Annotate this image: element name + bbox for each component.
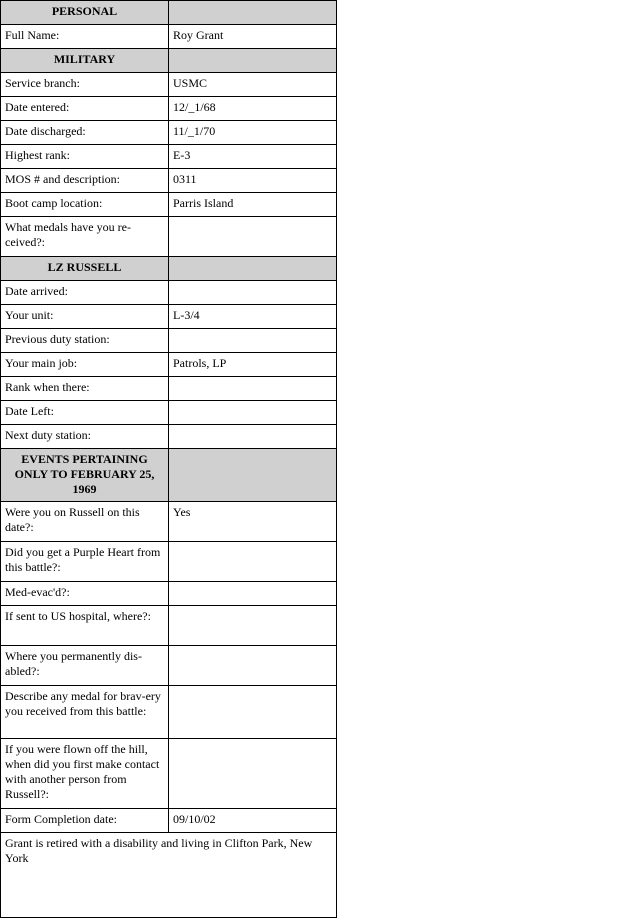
field-value: Parris Island bbox=[169, 193, 337, 217]
form-row-disabled bbox=[1, 646, 337, 686]
field-label: Your main job: bbox=[1, 353, 169, 377]
form-row-completion-date bbox=[1, 809, 337, 833]
form-row-boot-camp bbox=[1, 193, 337, 217]
form-row-unit bbox=[1, 305, 337, 329]
section-header-events bbox=[1, 449, 337, 502]
field-label: If sent to US hospital, where?: bbox=[1, 606, 169, 646]
form-row-next-duty bbox=[1, 425, 337, 449]
form-row-service-branch bbox=[1, 73, 337, 97]
form-row-date-left bbox=[1, 401, 337, 425]
field-value bbox=[169, 606, 337, 646]
section-header-blank bbox=[169, 449, 337, 502]
field-value: 09/10/02 bbox=[169, 809, 337, 833]
field-value: Patrols, LP bbox=[169, 353, 337, 377]
field-label: Date arrived: bbox=[1, 281, 169, 305]
form-row-medals bbox=[1, 217, 337, 257]
notes-text: Grant is retired with a disability and living in Clifton Park, New York bbox=[1, 833, 337, 918]
field-value: E-3 bbox=[169, 145, 337, 169]
section-title: LZ RUSSELL bbox=[1, 257, 169, 281]
field-value: Roy Grant bbox=[169, 25, 337, 49]
field-label: Where you permanently dis-abled?: bbox=[1, 646, 169, 686]
field-label: Full Name: bbox=[1, 25, 169, 49]
section-title: EVENTS PERTAINING ONLY TO FEBRUARY 25, 1969 bbox=[1, 449, 169, 502]
field-label: Did you get a Purple Heart from this battle?: bbox=[1, 542, 169, 582]
form-row-medevac bbox=[1, 582, 337, 606]
field-value bbox=[169, 377, 337, 401]
field-value bbox=[169, 582, 337, 606]
field-label: Form Completion date: bbox=[1, 809, 169, 833]
field-value: 12/_1/68 bbox=[169, 97, 337, 121]
field-value bbox=[169, 425, 337, 449]
form-row-date-entered bbox=[1, 97, 337, 121]
field-value: 11/_1/70 bbox=[169, 121, 337, 145]
field-label: Date entered: bbox=[1, 97, 169, 121]
section-header-military bbox=[1, 49, 337, 73]
section-header-blank bbox=[169, 257, 337, 281]
section-header-blank bbox=[169, 49, 337, 73]
field-label: MOS # and description: bbox=[1, 169, 169, 193]
field-label: Boot camp location: bbox=[1, 193, 169, 217]
field-label: Describe any medal for brav-ery you received from this battle: bbox=[1, 686, 169, 739]
field-label: Were you on Russell on this date?: bbox=[1, 502, 169, 542]
section-title: MILITARY bbox=[1, 49, 169, 73]
form-row-on-russell bbox=[1, 502, 337, 542]
field-value bbox=[169, 281, 337, 305]
field-label: Highest rank: bbox=[1, 145, 169, 169]
field-label: Med-evac'd?: bbox=[1, 582, 169, 606]
field-value bbox=[169, 739, 337, 809]
form-row-mos bbox=[1, 169, 337, 193]
field-value bbox=[169, 542, 337, 582]
field-value bbox=[169, 686, 337, 739]
field-value bbox=[169, 401, 337, 425]
field-value bbox=[169, 329, 337, 353]
field-label: Your unit: bbox=[1, 305, 169, 329]
form-row-date-discharged bbox=[1, 121, 337, 145]
form-row-full-name bbox=[1, 25, 337, 49]
form-row-bravery-medal bbox=[1, 686, 337, 739]
form-row-date-arrived bbox=[1, 281, 337, 305]
field-label: If you were flown off the hill, when did you first make contact with another person from Russell?: bbox=[1, 739, 169, 809]
form-row-main-job bbox=[1, 353, 337, 377]
section-header-blank bbox=[169, 1, 337, 25]
form-row-notes bbox=[1, 833, 337, 918]
field-label: Previous duty station: bbox=[1, 329, 169, 353]
field-label: Date discharged: bbox=[1, 121, 169, 145]
field-label: Next duty station: bbox=[1, 425, 169, 449]
field-value: Yes bbox=[169, 502, 337, 542]
field-label: Date Left: bbox=[1, 401, 169, 425]
form-row-previous-duty bbox=[1, 329, 337, 353]
section-header-lz-russell bbox=[1, 257, 337, 281]
form-row-rank-when-there bbox=[1, 377, 337, 401]
field-value: 0311 bbox=[169, 169, 337, 193]
field-value: USMC bbox=[169, 73, 337, 97]
field-value bbox=[169, 217, 337, 257]
form-row-flown-off bbox=[1, 739, 337, 809]
field-value: L-3/4 bbox=[169, 305, 337, 329]
form-row-us-hospital bbox=[1, 606, 337, 646]
field-label: What medals have you re-ceived?: bbox=[1, 217, 169, 257]
field-value bbox=[169, 646, 337, 686]
form-row-purple-heart bbox=[1, 542, 337, 582]
section-title: PERSONAL bbox=[1, 1, 169, 25]
section-header-personal bbox=[1, 1, 337, 25]
field-label: Rank when there: bbox=[1, 377, 169, 401]
field-label: Service branch: bbox=[1, 73, 169, 97]
form-row-highest-rank bbox=[1, 145, 337, 169]
